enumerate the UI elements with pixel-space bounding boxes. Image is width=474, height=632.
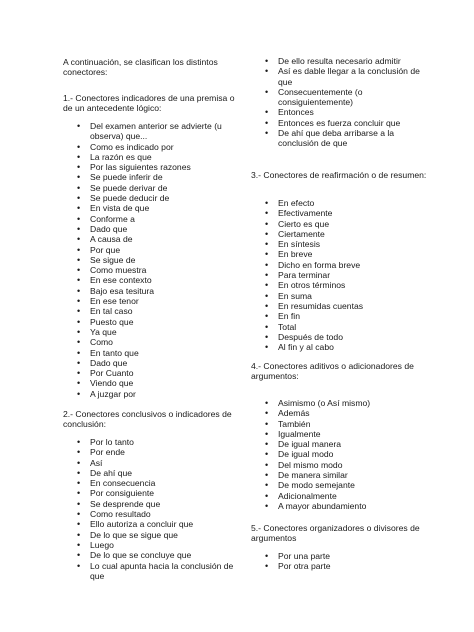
list-item: • En breve [251, 249, 363, 259]
list-item: • Así es dable llegar a la conclusión de que [251, 66, 431, 87]
list-item: • Luego [63, 540, 241, 550]
list-item: • Se puede inferir de [63, 172, 241, 182]
list-item: • De modo semejante [251, 480, 370, 490]
list-item: • Por otra parte [251, 561, 331, 571]
list-item: • De lo que se sigue que [63, 530, 241, 540]
list-item: • Se desprende que [63, 499, 241, 509]
list-item: • Se puede derivar de [63, 183, 241, 193]
list-item: • Consecuentemente (o consiguientemente) [251, 87, 431, 108]
list-item: • Cierto es que [251, 219, 363, 229]
section-1-list [63, 121, 241, 399]
list-item: • De igual manera [251, 439, 370, 449]
section-2-heading: 2.- Conectores conclusivos o indicadores de conclusión: [63, 409, 232, 430]
list-item: • Puesto que [63, 317, 241, 327]
intro-paragraph: A continuación, se clasifican los distintos conectores: [63, 57, 218, 78]
list-item: • A causa de [63, 234, 241, 244]
list-item: • Además [251, 408, 370, 418]
list-item: • De ello resulta necesario admitir [251, 56, 431, 66]
list-item: • En ese tenor [63, 296, 241, 306]
list-item: • Por ende [63, 447, 241, 457]
list-item: • De ahí que [63, 468, 241, 478]
list-item: • Viendo que [63, 378, 241, 388]
list-item: • Conforme a [63, 214, 241, 224]
list-item: • Para terminar [251, 270, 363, 280]
list-item: • Como muestra [63, 265, 241, 275]
list-item: • En vista de que [63, 203, 241, 213]
list-item: • En síntesis [251, 239, 363, 249]
list-item: • Se sigue de [63, 255, 241, 265]
list-item: • Como es indicado por [63, 142, 241, 152]
list-item: • Por Cuanto [63, 368, 241, 378]
list-item: • De manera similar [251, 470, 370, 480]
list-item: • Total [251, 322, 363, 332]
section-3-list [251, 198, 363, 352]
list-item: • Por lo tanto [63, 437, 241, 447]
list-item: • En efecto [251, 198, 363, 208]
list-item: • Entonces es fuerza concluir que [251, 118, 431, 128]
list-item: • A juzgar por [63, 389, 241, 399]
section-1-heading: 1.- Conectores indicadores de una premisa o de un antecedente lógico: [63, 93, 235, 114]
section-2-continued-list [251, 56, 431, 149]
list-item: • De lo que se concluye que [63, 550, 241, 560]
list-item: • De ahí que deba arribarse a la conclusión de que [251, 128, 431, 149]
section-4-heading: 4.- Conectores aditivos o adicionadores de argumentos: [251, 361, 414, 382]
list-item: • Como resultado [63, 509, 241, 519]
list-item: • De igual modo [251, 449, 370, 459]
list-item: • Por las siguientes razones [63, 162, 241, 172]
list-item: • Asimismo (o Así mismo) [251, 398, 370, 408]
list-item: • Por una parte [251, 551, 331, 561]
list-item: • En otros términos [251, 280, 363, 290]
list-item: • En tal caso [63, 306, 241, 316]
section-5-heading: 5.- Conectores organizadores o divisores de argumentos [251, 523, 420, 544]
list-item: • Por que [63, 245, 241, 255]
list-item: • Por consiguiente [63, 488, 241, 498]
list-item: • Lo cual apunta hacia la conclusión de que [63, 561, 241, 582]
list-item: • En resumidas cuentas [251, 301, 363, 311]
list-item: • Después de todo [251, 332, 363, 342]
section-3-heading: 3.- Conectores de reafirmación o de resumen: [251, 170, 427, 180]
list-item: • A mayor abundamiento [251, 501, 370, 511]
list-item: • En consecuencia [63, 478, 241, 488]
list-item: • Dicho en forma breve [251, 260, 363, 270]
list-item: • Como [63, 337, 241, 347]
list-item: • Entonces [251, 107, 431, 117]
list-item: • Dado que [63, 224, 241, 234]
list-item: • Del mismo modo [251, 460, 370, 470]
list-item: • Al fin y al cabo [251, 342, 363, 352]
list-item: • Bajo esa tesitura [63, 286, 241, 296]
list-item: • Ciertamente [251, 229, 363, 239]
section-4-list [251, 398, 370, 511]
list-item: • Se puede deducir de [63, 193, 241, 203]
list-item: • Dado que [63, 358, 241, 368]
list-item: • Ello autoriza a concluir que [63, 519, 241, 529]
list-item: • Del examen anterior se advierte (u observa) que... [63, 121, 241, 142]
list-item: • También [251, 419, 370, 429]
list-item: • Ya que [63, 327, 241, 337]
list-item: • Adicionalmente [251, 491, 370, 501]
list-item: • Igualmente [251, 429, 370, 439]
list-item: • Así [63, 458, 241, 468]
list-item: • En tanto que [63, 348, 241, 358]
list-item: • La razón es que [63, 152, 241, 162]
section-5-list [251, 551, 331, 572]
list-item: • En fin [251, 311, 363, 321]
section-2-list [63, 437, 241, 581]
list-item: • En ese contexto [63, 275, 241, 285]
list-item: • Efectivamente [251, 208, 363, 218]
list-item: • En suma [251, 291, 363, 301]
